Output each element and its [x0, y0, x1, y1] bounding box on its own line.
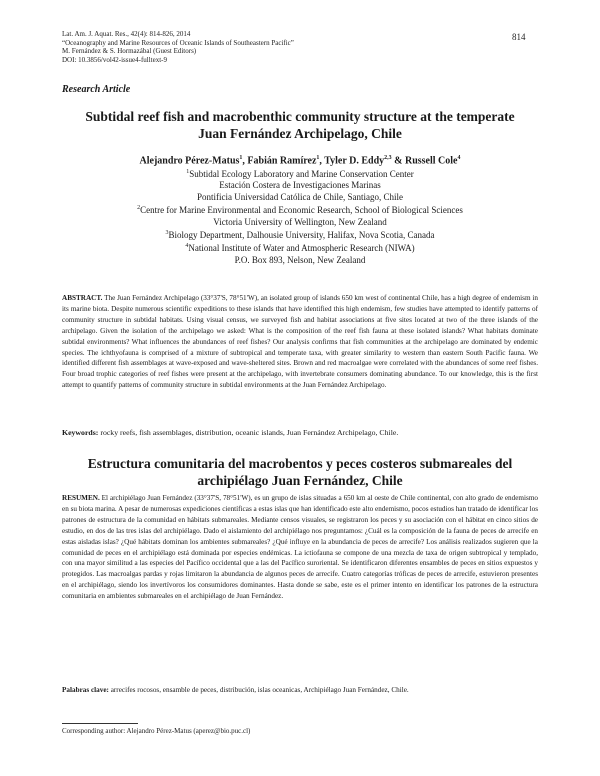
author-separator: ,: [242, 155, 248, 167]
corresponding-author[interactable]: Corresponding author: Alejandro Pérez-Matus (aperez@bio.puc.cl): [62, 727, 251, 735]
affiliation-line: $^1$Subtidal Ecology Laboratory and Marine Conservation Center: [186, 169, 414, 179]
resumen-label: RESUMEN.: [62, 494, 100, 502]
author-affiliation-mark: 1: [239, 155, 243, 161]
affiliation-line: Victoria University of Wellington, New Zealand: [213, 216, 387, 227]
doi: DOI: 10.3856/vol42-issue4-fulltext-9: [62, 55, 167, 64]
palabras-clave-label: Palabras clave:: [62, 686, 109, 694]
author-affiliation-mark: 2,3: [384, 155, 392, 161]
keywords-text: rocky reefs, fish assemblages, distribution, oceanic islands, Juan Fernández Archipelago, Chile.: [100, 428, 399, 437]
english-title-line-1: Subtidal reef fish and macrobenthic community structure at the temperate: [85, 109, 515, 124]
spanish-title-line-1: Estructura comunitaria del macrobentos y peces costeros submareales del: [87, 456, 513, 471]
resumen-text: El archipiélago Juan Fernández (33°37'S, 78°51'W), es un grupo de islas situadas a 650 km al oeste de Chile continental, con alto grado de endemismo en su biota marina. A pesar de numerosas expediciones científicas a estas islas que han identificado este alto endemismo, pocos estudios han tratado de identificar los patrones de estructura de la comunidad en hábitats submareales. Mediante censos visuales, se registraron los peces y su asociación con el hábitat en cinco sitios de estudio, en dos de las tres islas del archipiélago. Dado el aislamiento del archipiélago nos preguntamos: ¿Cuál es la composición de la fauna de peces de arrecife en estas aisladas islas? ¿Qué hábitats dominan los ambientes submareales? ¿Qué influye en la abundancia de peces de arrecife? Los análisis realizados sugieren que la comunidad de peces en el archipiélago está dominada por especies endémicas. La ictiofauna se compone de una mezcla de taxa de origen subtropical y templado, con una mayor similitud a las especies del Pacífico occidental que a las del Pacífico suroriental. Se identificaron diferentes ensambles de peces en sitios expuestos y protegidos. Las macroalgas pardas y rojas limitaron la abundancia de algunos peces de arrecife. Cuatro categorías tróficas de peces de arrecife, estuvieron presentes en el archipiélago, siendo los invertívoros los consumidores dominantes. Hasta donde se sabe, este es el primer intento en identificar los patrones de la estructura comunitaria en ambientes submareales en el archipiélago de Juan Fernández.: [62, 494, 539, 601]
palabras-clave-text: arrecifes rocosos, ensamble de peces, distribución, islas oceanicas, Archipiélago Juan Fernández, Chile.: [110, 686, 409, 694]
affiliation-line: Estación Costera de Investigaciones Marinas: [219, 180, 381, 191]
palabras-clave: [62, 685, 538, 696]
author-affiliation-mark: 1: [316, 155, 320, 161]
page-number: 814: [512, 32, 526, 42]
author-separator: &: [391, 155, 405, 167]
guest-editors: M. Fernández & S. Hormazábal (Guest Editors): [62, 47, 197, 56]
english-title: [60, 108, 540, 142]
author-affiliation-mark: 4: [457, 155, 461, 161]
abstract-text: The Juan Fernández Archipelago (33°37'S, 78°51'W), an isolated group of islands 650 km west of continental Chile, has a high degree of endemism in its marine biota. Despite numerous scientific expeditions to these islands that have identified this high endemism, few studies have attempted to identify patterns of community structure in subtidal habitats. Using visual census, we surveyed fish and habitat associations at five sites located at two of the three islands of the archipelago. Given the isolation of the archipelago we asked: What is the composition of the reef fish fauna at these isolated islands? What habitats dominate subtidal environments? What influences the abundances of reef fishes? Our analysis confirms that fish communities at the archipelago are dominated by endemic species. The ichthyofauna is comprised of a mixture of subtropical and temperate taxa, with greater similarity to western than eastern South Pacific fauna. We identified different fish assemblages at wave-exposed and wave-sheltered sites. Brown and red macroalgae were correlated with the abundances of some reef fishes. Four broad trophic categories of reef fishes were present at the archipelago, with invertebrate consumers dominating abundance. To our knowledge, this is the first attempt to quantify patterns of community structure in subtidal environments at the Juan Fernández Archipelago.: [62, 294, 538, 390]
keywords: [62, 428, 538, 438]
resumen: [62, 493, 538, 602]
author-name: Russell Cole: [404, 155, 458, 167]
journal-citation: Lat. Am. J. Aquat. Res., 42(4): 814-826, 2014: [62, 30, 191, 38]
keywords-label: Keywords:: [62, 428, 99, 437]
special-issue-title: “Oceanography and Marine Resources of Oceanic Islands of Southeastern Pacific”: [62, 38, 294, 47]
article-type: Research Article: [62, 84, 131, 95]
author-name: Fabián Ramírez: [247, 155, 317, 167]
affiliation-line: $^2$Centre for Marine Environmental and Economic Research, School of Biological Sciences: [137, 205, 463, 216]
affiliation-line: $^3$Biology Department, Dalhousie University, Halifax, Nova Scotia, Canada: [165, 230, 435, 241]
spanish-title: [60, 455, 540, 489]
affiliation-line: P.O. Box 893, Nelson, New Zealand: [234, 254, 366, 265]
journal-header: [62, 30, 482, 64]
author-name: Tyler D. Eddy: [324, 155, 385, 167]
abstract: [62, 293, 538, 391]
affiliation-line: Pontificia Universidad Católica de Chile, Santiago, Chile: [197, 191, 403, 202]
abstract-label: ABSTRACT.: [62, 294, 103, 302]
author-list: [60, 152, 540, 167]
affiliations: [60, 167, 540, 266]
affiliation-line: $^4$National Institute of Water and Atmospheric Research (NIWA): [185, 243, 415, 254]
english-title-line-2: Juan Fernández Archipelago, Chile: [198, 126, 402, 141]
spanish-title-line-2: archipiélago Juan Fernández, Chile: [197, 473, 403, 488]
author-name: Alejandro Pérez-Matus: [139, 155, 240, 167]
author-separator: ,: [319, 155, 325, 167]
footnote-rule: [62, 723, 138, 724]
